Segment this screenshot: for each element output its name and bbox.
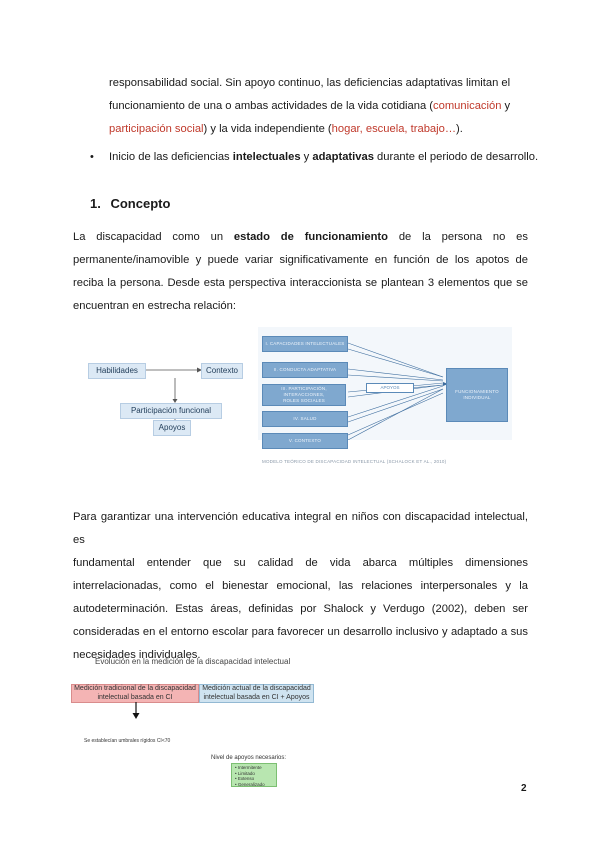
- intro-line-2: funcionamiento de una o ambas actividades de la vida cotidiana (comunicación y: [109, 100, 511, 112]
- current-measure-box: Medición actual de la discapacidad intelectual basada en CI + Apoyos: [199, 684, 314, 703]
- traditional-measure-box: Medición tradicional de la discapacidad intelectual basada en CI: [71, 684, 199, 703]
- support-level: • Intermitente: [235, 765, 262, 770]
- section-heading: [90, 196, 170, 211]
- model-box-participacion: III. PARTICIPACIÓN, INTERACCIONES, ROLES SOCIALES: [262, 384, 346, 406]
- model-caption: MODELO TEÓRICO DE DISCAPACIDAD INTELECTUAL (SCHALOCK ET AL., 2010): [262, 459, 447, 464]
- model-apoyos-box: APOYOS: [366, 383, 414, 393]
- support-levels-box: [231, 763, 277, 787]
- down-arrow-icon: [130, 702, 142, 720]
- evolution-title: Evolución en la medición de la discapacidad intelectual: [95, 657, 291, 666]
- model-box-conducta: II. CONDUCTA ADAPTATIVA: [262, 362, 348, 378]
- section-number: 1.: [90, 196, 101, 211]
- support-level: • Generalizado: [235, 781, 265, 787]
- model-result-box: FUNCIONAMIENTO INDIVIDUAL: [446, 368, 508, 422]
- intro-line-3: participación social) y la vida independiente (hogar, escuela, trabajo…).: [109, 123, 463, 135]
- model-box-capacidades: I. CAPACIDADES INTELECTUALES: [262, 336, 348, 352]
- participacion-box: Participación funcional: [120, 403, 222, 419]
- contexto-box: Contexto: [201, 363, 243, 379]
- support-title: Nivel de apoyos necesarios:: [211, 755, 287, 761]
- paragraph-2: Para garantizar una intervención educativa integral en niños con discapacidad intelectual, es fundamental entender que su calidad de vida abarca múltiples dimensiones interrelacionadas, como el bienestar emocional, las relaciones interpersonales y la autodeterminación. Estas áreas, definidas por Shalock y Verdugo (2002), deben ser consideradas en el entorno escolar para favorecer un desarrollo inclusivo y adaptado a sus necesidades individuales.: [73, 511, 528, 661]
- page-number: 2: [521, 783, 527, 794]
- threshold-note: Se establecían umbrales rígidos CI<70: [84, 738, 171, 744]
- habilidades-box: Habilidades: [88, 363, 146, 379]
- paragraph-1: La discapacidad como un estado de funcionamiento de la persona no es permanente/inamovible y puede variar significativamente en función de los apotos de reciba la persona. Desde esta perspectiva interaccionista se plantean 3 elementos que se encuentran en estrecha relación:: [73, 231, 529, 312]
- support-level: • Extenso: [235, 776, 255, 781]
- bullet-item: Inicio de las deficiencias intelectuales y adaptativas durante el periodo de desarrollo.: [109, 151, 539, 163]
- model-box-contexto: V. CONTEXTO: [262, 433, 348, 449]
- apoyos-box: Apoyos: [153, 420, 191, 436]
- section-title: Concepto: [110, 196, 171, 211]
- intro-line-1: responsabilidad social. Sin apoyo continuo, las deficiencias adaptativas limitan el: [109, 77, 511, 89]
- bullet-marker: •: [90, 151, 94, 163]
- support-level: • Limitado: [235, 770, 255, 776]
- model-box-salud: IV. SALUD: [262, 411, 348, 427]
